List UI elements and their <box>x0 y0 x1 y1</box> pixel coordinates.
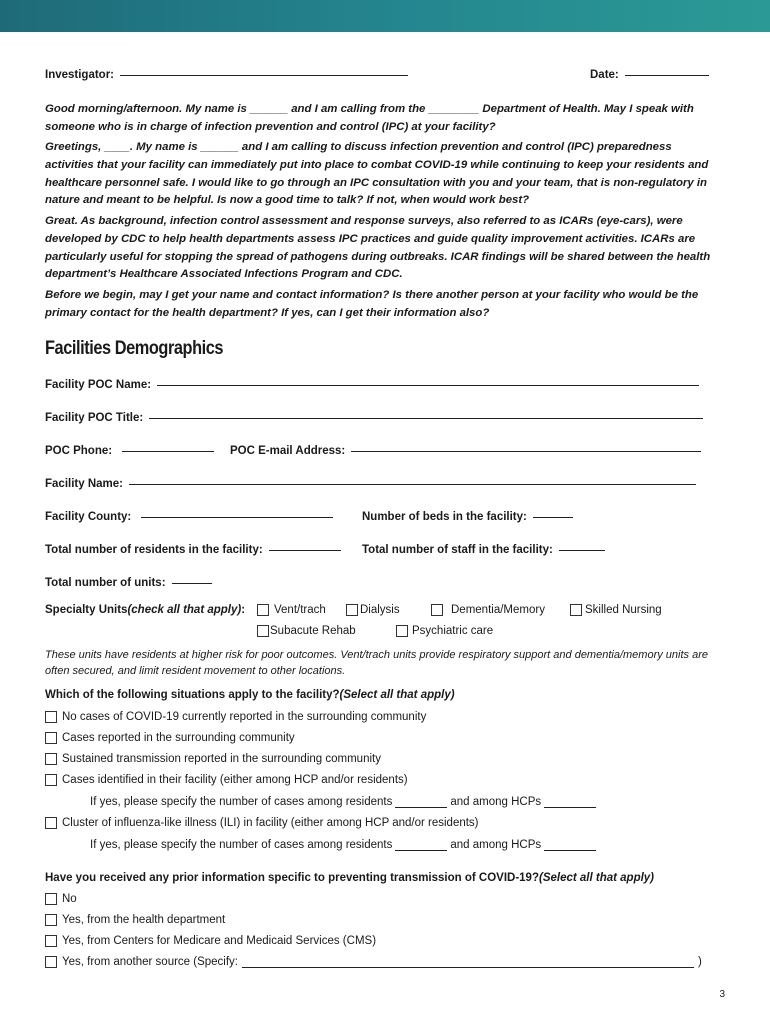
date-row <box>590 69 709 81</box>
checkbox[interactable] <box>45 711 57 723</box>
option-label: Sustained transmission reported in the surrounding community <box>62 753 381 765</box>
checkbox[interactable] <box>570 604 582 616</box>
checkbox[interactable] <box>346 604 358 616</box>
situations-question <box>45 689 455 701</box>
poc-phone-field[interactable] <box>122 451 214 452</box>
option-label: Dialysis <box>360 604 400 616</box>
option-label: Yes, from Centers for Medicare and Medicaid Services (CMS) <box>62 935 377 947</box>
poc-email-label: POC E-mail Address: <box>230 445 346 457</box>
header-band <box>0 0 770 32</box>
checkbox[interactable] <box>45 935 57 947</box>
script-paragraph-purpose: Greetings, ____. My name is ______ and I am calling to discuss infection prevention and control (IPC) preparedness activities that your facility can immediately put into place to combat COVID-19 while continuing to keep your residents and healthcare personnel safe. I would like to go through an IPC consultation with you and your team, that is non-regulatory in nature and meant to be helpful. Is now a good time to talk? If not, when would work best? <box>45 141 709 207</box>
situation-option-no-cases[interactable] <box>45 711 426 723</box>
followup-residents-field[interactable] <box>395 807 447 808</box>
checkbox[interactable] <box>257 604 269 616</box>
facility-name-row <box>45 478 696 490</box>
followup-hcps-field[interactable] <box>544 807 596 808</box>
investigator-field[interactable] <box>120 75 408 76</box>
specialty-label: Specialty Units <box>45 604 128 616</box>
checkbox[interactable] <box>45 732 57 744</box>
staff-field[interactable] <box>559 550 605 551</box>
date-label: Date: <box>590 69 619 81</box>
poc-phone-label: POC Phone: <box>45 445 113 457</box>
specialty-option-skilled-nursing[interactable] <box>570 604 662 616</box>
close-paren: ) <box>698 956 702 968</box>
prior-info-option-other[interactable] <box>45 956 702 968</box>
beds-row <box>362 511 573 523</box>
followup-text-hcps: and among HCPs <box>450 796 542 808</box>
option-label: Subacute Rehab <box>270 625 356 637</box>
followup-ili-row <box>90 839 596 851</box>
checkbox[interactable] <box>45 774 57 786</box>
specialty-units-label <box>45 604 245 616</box>
specialty-hint: (check all that apply) <box>127 604 242 616</box>
option-label: Vent/trach <box>274 604 326 616</box>
checkbox[interactable] <box>45 914 57 926</box>
situations-question-text: Which of the following situations apply to the facility? <box>45 689 340 701</box>
prior-info-option-cms[interactable] <box>45 935 376 947</box>
facility-name-field[interactable] <box>129 484 696 485</box>
followup-text: If yes, please specify the number of cases among residents <box>90 839 393 851</box>
facility-county-label: Facility County: <box>45 511 132 523</box>
poc-name-field[interactable] <box>157 385 699 386</box>
poc-name-row <box>45 379 699 391</box>
other-source-field[interactable] <box>242 967 694 968</box>
poc-name-label: Facility POC Name: <box>45 379 152 391</box>
situations-hint: (Select all that apply) <box>339 689 455 701</box>
followup-hcps-field[interactable] <box>544 850 596 851</box>
checkbox[interactable] <box>45 753 57 765</box>
specialty-option-dialysis[interactable] <box>346 604 400 616</box>
units-field[interactable] <box>172 583 212 584</box>
page-number: 3 <box>719 989 725 1000</box>
specialty-units-note: These units have residents at higher risk for poor outcomes. Vent/trach units provide respiratory support and dementia/memory units are often secured, and limit resident movement to other locations. <box>45 649 708 677</box>
staff-label: Total number of staff in the facility: <box>362 544 553 556</box>
checkbox[interactable] <box>431 604 443 616</box>
specialty-option-psychiatric-care[interactable] <box>396 625 493 637</box>
situation-option-cases-community[interactable] <box>45 732 295 744</box>
staff-row <box>362 544 605 556</box>
prior-info-question-text: Have you received any prior information specific to preventing transmission of COVID-19? <box>45 872 539 884</box>
prior-info-question <box>45 872 654 884</box>
situation-option-sustained-transmission[interactable] <box>45 753 381 765</box>
option-label: Cases reported in the surrounding community <box>62 732 295 744</box>
prior-info-hint: (Select all that apply) <box>538 872 655 884</box>
residents-row <box>45 544 341 556</box>
option-label: No <box>62 893 77 905</box>
checkbox[interactable] <box>45 893 57 905</box>
section-title: Facilities Demographics <box>45 338 224 359</box>
specialty-option-vent-trach[interactable] <box>257 604 326 616</box>
facility-county-field[interactable] <box>141 517 333 518</box>
investigator-row <box>45 69 408 81</box>
units-label: Total number of units: <box>45 577 166 589</box>
facility-county-row <box>45 511 333 523</box>
poc-title-row <box>45 412 703 424</box>
beds-field[interactable] <box>533 517 573 518</box>
poc-email-field[interactable] <box>351 451 701 452</box>
facility-name-label: Facility Name: <box>45 478 123 490</box>
option-label: Dementia/Memory <box>451 604 545 616</box>
checkbox[interactable] <box>45 817 57 829</box>
poc-title-label: Facility POC Title: <box>45 412 144 424</box>
situation-option-ili-cluster[interactable] <box>45 817 479 829</box>
option-label: Cases identified in their facility (either among HCP and/or residents) <box>62 774 408 786</box>
option-label: Psychiatric care <box>412 625 494 637</box>
script-paragraph-greeting: Good morning/afternoon. My name is ______ and I am calling from the ________ Department of Health. May I speak with someone who is in charge of infection prevention and control (IPC) at your facility? <box>45 103 694 133</box>
option-label: No cases of COVID-19 currently reported in the surrounding community <box>62 711 427 723</box>
followup-cases-row <box>90 796 596 808</box>
beds-label: Number of beds in the facility: <box>362 511 527 523</box>
date-field[interactable] <box>625 75 709 76</box>
checkbox[interactable] <box>396 625 408 637</box>
specialty-colon: : <box>241 604 246 616</box>
checkbox[interactable] <box>45 956 57 968</box>
followup-text: If yes, please specify the number of cases among residents <box>90 796 393 808</box>
followup-text-hcps: and among HCPs <box>450 839 542 851</box>
poc-phone-row <box>45 445 214 457</box>
residents-label: Total number of residents in the facility: <box>45 544 263 556</box>
specialty-option-dementia-memory[interactable] <box>431 604 545 616</box>
residents-field[interactable] <box>269 550 341 551</box>
investigator-label: Investigator: <box>45 69 115 81</box>
checkbox[interactable] <box>257 625 269 637</box>
situation-option-cases-in-facility[interactable] <box>45 774 408 786</box>
prior-info-option-no[interactable] <box>45 893 77 905</box>
prior-info-option-health-dept[interactable] <box>45 914 225 926</box>
script-paragraph-background: Great. As background, infection control assessment and response surveys, also referred to as ICARs (eye-cars), were developed by CDC to help health departments assess IPC practices and guide quality improvement activities. ICARs are particularly useful for stopping the spread of pathogens during outbreaks. ICAR findings will be shared between the health department’s Healthcare Associated Infections Program and CDC. <box>45 215 711 281</box>
option-label: Yes, from another source (Specify: <box>62 956 238 968</box>
poc-email-row <box>230 445 701 457</box>
option-label: Skilled Nursing <box>585 604 662 616</box>
poc-title-field[interactable] <box>149 418 703 419</box>
units-row <box>45 577 212 589</box>
option-label: Cluster of influenza-like illness (ILI) in facility (either among HCP and/or residents) <box>62 817 479 829</box>
specialty-option-subacute-rehab[interactable] <box>257 625 356 637</box>
followup-residents-field[interactable] <box>395 850 447 851</box>
script-paragraph-contact: Before we begin, may I get your name and contact information? Is there another person at your facility who would be the primary contact for the health department? If yes, can I get their information also? <box>45 289 699 319</box>
option-label: Yes, from the health department <box>62 914 226 926</box>
